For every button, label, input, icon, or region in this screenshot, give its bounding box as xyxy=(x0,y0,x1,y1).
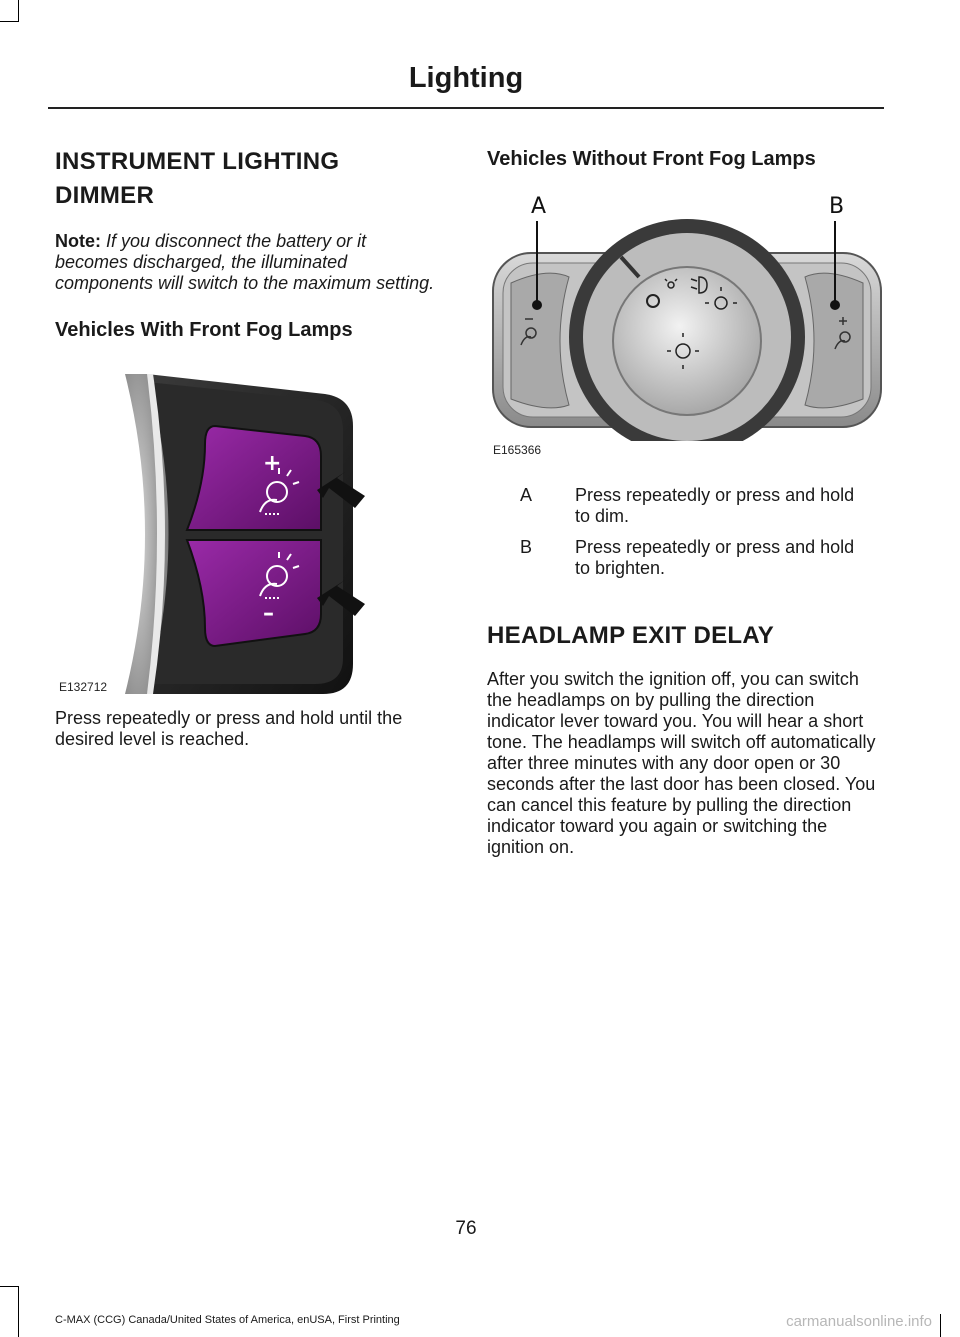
callout-row-b xyxy=(487,537,882,579)
subheading-with-fog-lamps: Vehicles With Front Fog Lamps xyxy=(55,319,353,341)
watermark: carmanualsonline.info xyxy=(786,1313,932,1330)
crop-mark xyxy=(18,1286,19,1337)
crop-mark xyxy=(18,0,19,22)
figure-dimmer-with-fog xyxy=(55,364,435,694)
crop-mark xyxy=(940,1314,941,1337)
right-column xyxy=(487,145,882,858)
page-header-title: Lighting xyxy=(408,62,524,94)
callout-text: Press repeatedly or press and hold to brighten. xyxy=(575,537,855,578)
figure-headlamp-control xyxy=(487,191,882,459)
header-rule xyxy=(48,107,884,109)
callout-key: A xyxy=(520,485,533,505)
crop-mark xyxy=(0,1286,19,1287)
headlamp-switch-illustration xyxy=(487,191,882,441)
publication-info: C-MAX (CCG) Canada/United States of America, enUSA, First Printing xyxy=(55,1314,400,1326)
note-text: If you disconnect the battery or it becomes discharged, the illuminated components will switch to the maximum setting. xyxy=(55,231,435,293)
callout-label-b: B xyxy=(829,194,845,219)
dimmer-switch-illustration xyxy=(55,364,435,694)
crop-mark xyxy=(0,21,19,22)
dimmer-instruction: Press repeatedly or press and hold until the desired level is reached. xyxy=(55,708,403,749)
note-paragraph xyxy=(55,231,435,294)
page-number: 76 xyxy=(455,1218,477,1239)
callout-list xyxy=(487,485,882,579)
callout-row-a xyxy=(487,485,882,527)
callout-label-a: A xyxy=(531,194,547,219)
subheading-without-fog-lamps: Vehicles Without Front Fog Lamps xyxy=(487,148,816,170)
plus-symbol: + xyxy=(263,451,282,476)
figure-code: E165366 xyxy=(493,443,542,457)
figure-code: E132712 xyxy=(59,680,108,694)
callout-text: Press repeatedly or press and hold to dim. xyxy=(575,485,855,526)
headlamp-exit-delay-body: After you switch the ignition off, you can switch the headlamps on by pulling the direction indicator lever toward you. You will hear a short tone. The headlamps will switch off automatically after three minutes with any door open or 30 seconds after the last door has been closed. You can cancel this feature by pulling the direction indicator toward you again or switching the ignition on. xyxy=(487,669,876,857)
section-title-instrument-lighting: INSTRUMENT LIGHTING DIMMER xyxy=(55,148,340,209)
callout-key: B xyxy=(520,537,533,557)
left-column xyxy=(55,145,435,750)
section-title-headlamp-exit-delay: HEADLAMP EXIT DELAY xyxy=(487,622,775,649)
note-label: Note: xyxy=(55,231,101,251)
minus-symbol: – xyxy=(263,601,274,626)
